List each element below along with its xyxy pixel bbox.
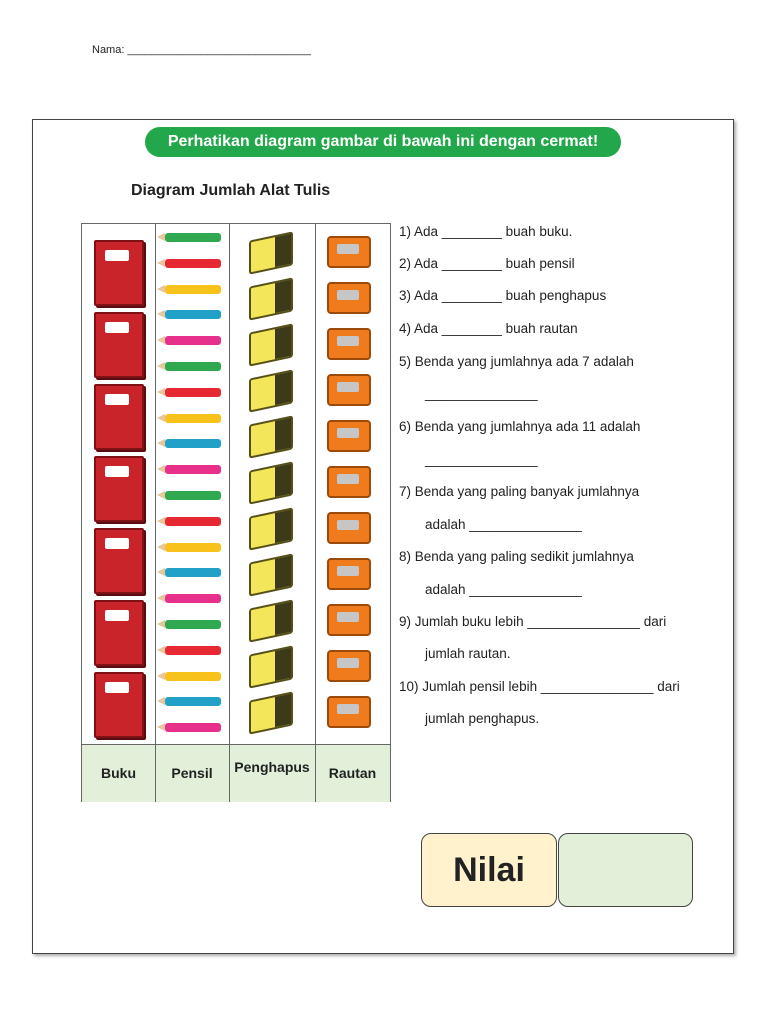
eraser-icon xyxy=(249,691,293,734)
answer-line-7: adalah _______________ xyxy=(425,517,582,532)
pencil-icon xyxy=(165,646,221,655)
label-rautan: Rautan xyxy=(328,765,377,781)
pencil-icon xyxy=(165,233,221,242)
pencil-icon xyxy=(165,568,221,577)
eraser-icon xyxy=(249,415,293,458)
label-buku: Buku xyxy=(82,745,156,802)
question-6: 6) Benda yang jumlahnya ada 11 adalah xyxy=(399,419,641,434)
question-2: 2) Ada ________ buah pensil xyxy=(399,256,575,271)
pencil-icon xyxy=(165,594,221,603)
eraser-icon xyxy=(249,277,293,320)
pencil-icon xyxy=(165,336,221,345)
pencil-icon xyxy=(165,388,221,397)
name-field-label: Nama: ______________________________ xyxy=(92,44,311,56)
answer-line-5: _______________ xyxy=(425,386,538,401)
question-5: 5) Benda yang jumlahnya ada 7 adalah xyxy=(399,354,634,369)
question-10: 10) Jumlah pensil lebih _______________ dari xyxy=(399,679,680,694)
sharpener-icon xyxy=(327,650,371,682)
book-icon xyxy=(94,456,144,522)
pencil-icon xyxy=(165,491,221,500)
sharpener-icon xyxy=(327,328,371,360)
pencil-icon xyxy=(165,439,221,448)
worksheet-frame xyxy=(32,119,734,954)
answer-line-6: _______________ xyxy=(425,452,538,467)
column-buku xyxy=(82,224,156,744)
eraser-icon xyxy=(249,507,293,550)
pencil-icon xyxy=(165,414,221,423)
question-1: 1) Ada ________ buah buku. xyxy=(399,224,573,239)
pencil-icon xyxy=(165,285,221,294)
eraser-icon xyxy=(249,645,293,688)
eraser-icon xyxy=(249,323,293,366)
column-penghapus xyxy=(229,224,316,744)
answer-line-8: adalah _______________ xyxy=(425,582,582,597)
pencil-icon xyxy=(165,362,221,371)
book-icon xyxy=(94,528,144,594)
pencil-icon xyxy=(165,543,221,552)
score-input-box[interactable] xyxy=(558,833,693,907)
book-icon xyxy=(94,384,144,450)
question-7: 7) Benda yang paling banyak jumlahnya xyxy=(399,484,640,499)
sharpener-icon xyxy=(327,420,371,452)
eraser-icon xyxy=(249,553,293,596)
sharpener-icon xyxy=(327,512,371,544)
diagram-title: Diagram Jumlah Alat Tulis xyxy=(131,182,331,199)
pencil-icon xyxy=(165,672,221,681)
column-pensil xyxy=(155,224,230,744)
sharpener-icon xyxy=(327,466,371,498)
pencil-icon xyxy=(165,465,221,474)
sharpener-icon xyxy=(327,282,371,314)
book-icon xyxy=(94,240,144,306)
sharpener-icon xyxy=(327,374,371,406)
book-icon xyxy=(94,600,144,666)
pencil-icon xyxy=(165,697,221,706)
question-10-cont: jumlah penghapus. xyxy=(425,711,540,726)
sharpener-icon xyxy=(327,558,371,590)
question-4: 4) Ada ________ buah rautan xyxy=(399,321,578,336)
label-pensil: Pensil xyxy=(155,745,230,802)
column-rautan xyxy=(315,224,390,744)
eraser-icon xyxy=(249,231,293,274)
book-icon xyxy=(94,672,144,738)
pencil-icon xyxy=(165,620,221,629)
instruction-banner: Perhatikan diagram gambar di bawah ini dengan cermat! xyxy=(145,127,621,157)
question-3: 3) Ada ________ buah penghapus xyxy=(399,288,607,303)
eraser-icon xyxy=(249,599,293,642)
pencil-icon xyxy=(165,310,221,319)
sharpener-icon xyxy=(327,236,371,268)
eraser-icon xyxy=(249,461,293,504)
sharpener-icon xyxy=(327,696,371,728)
pictogram-table xyxy=(81,223,391,802)
pencil-icon xyxy=(165,723,221,732)
question-9-cont: jumlah rautan. xyxy=(425,646,511,661)
question-9: 9) Jumlah buku lebih _______________ dari xyxy=(399,614,667,629)
nilai-label-box: Nilai xyxy=(421,833,557,907)
pencil-icon xyxy=(165,259,221,268)
label-penghapus: Penghapus xyxy=(229,745,316,802)
pencil-icon xyxy=(165,517,221,526)
book-icon xyxy=(94,312,144,378)
sharpener-icon xyxy=(327,604,371,636)
question-8: 8) Benda yang paling sedikit jumlahnya xyxy=(399,549,634,564)
eraser-icon xyxy=(249,369,293,412)
column-labels xyxy=(82,744,390,802)
